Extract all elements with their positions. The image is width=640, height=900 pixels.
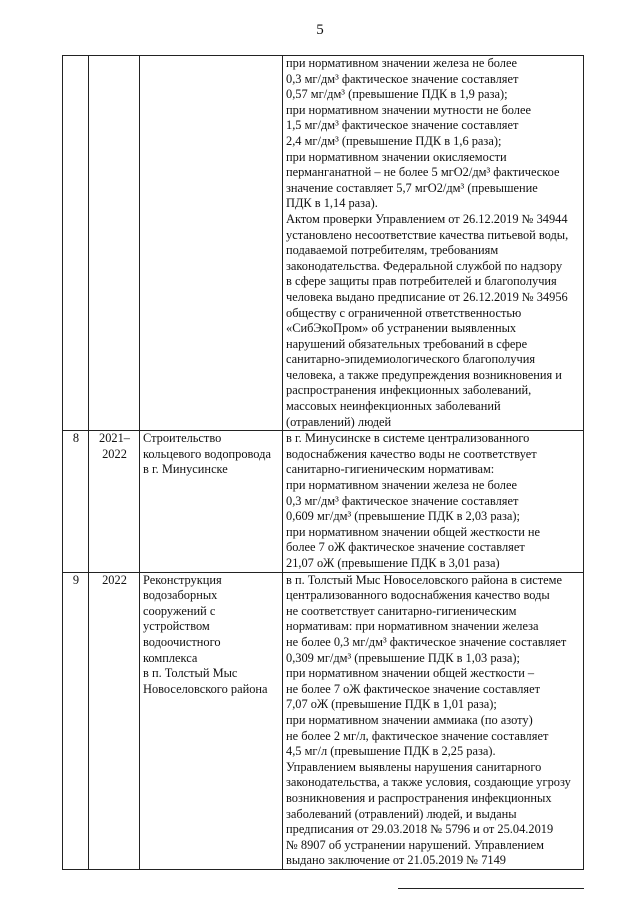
page-number: 5 [316, 22, 324, 38]
table-row [63, 56, 584, 431]
table-row [63, 572, 584, 869]
row-number-cell: 9 [63, 572, 89, 869]
row-number-cell [63, 56, 89, 431]
project-name-cell [140, 56, 283, 431]
years-cell: 2022 [89, 572, 140, 869]
project-name-cell: Реконструкция водозаборных сооружений с устройством водоочистного комплекса в п. Толстый Мыс Новоселовского района [140, 572, 283, 869]
description-cell: в г. Минусинске в системе централизованного водоснабжения качество воды не соответствует санитарно-гигиеническим нормативам: при нормативном значении железа не более 0,3 мг/дм³ фактическое значение составляет 0,609 мг/дм³ (превышение ПДК в 2,03 раза); при нормативном значении общей жесткости не более 7 оЖ фактическое значение составляет 21,07 оЖ (превышение ПДК в 3,01 раза) [283, 431, 584, 572]
years-cell [89, 56, 140, 431]
description-cell: в п. Толстый Мыс Новоселовского района в системе централизованного водоснабжения качество воды не соответствует санитарно-гигиеническим нормативам: при нормативном значении железа не более 0,3 мг/дм³ фактическое значение составляет 0,309 мг/дм³ (превышение ПДК в 1,03 раза); при нормативном значении общей жесткости – не более 7 оЖ фактическое значение составляет 7,07 оЖ (превышение ПДК в 1,01 раза); при нормативном значении аммиака (по азоту) не более 2 мг/л, фактическое значение составляет 4,5 мг/л (превышение ПДК в 2,25 раза). Управлением выявлены нарушения санитарного законодательства, а также условия, создающие угрозу возникновения и распространения инфекционных заболеваний (отравлений) людей, и выданы предписания от 29.03.2018 № 5796 и от 25.04.2019 № 8907 об устранении нарушений. Управлением выдано заключение от 21.05.2019 № 7149 [283, 572, 584, 869]
description-cell: при нормативном значении железа не более 0,3 мг/дм³ фактическое значение составляет 0,57 мг/дм³ (превышение ПДК в 1,9 раза); при нормативном значении мутности не более 1,5 мг/дм³ фактическое значение составляет 2,4 мг/дм³ (превышение ПДК в 1,6 раза); при нормативном значении окисляемости перманганатной – не более 5 мгО2/дм³ фактическое значение составляет 5,7 мгО2/дм³ (превышение ПДК в 1,14 раза). Актом проверки Управлением от 26.12.2019 № 34944 установлено несоответствие качества питьевой воды, подаваемой потребителям, требованиям законодательства. Федеральной службой по надзору в сфере защиты прав потребителей и благополучия человека выдано предписание от 26.12.2019 № 34956 обществу с ограниченной ответственностью «СибЭкоПром» об устранении выявленных нарушений обязательных требований в сфере санитарно-эпидемиологического благополучия человека, а также предупреждения возникновения и распространения инфекционных заболеваний, массовых неинфекционных заболеваний (отравлений) людей [283, 56, 584, 431]
row-number-cell: 8 [63, 431, 89, 572]
projects-table [62, 55, 584, 870]
project-name-cell: Строительство кольцевого водопровода в г. Минусинске [140, 431, 283, 572]
table-row [63, 431, 584, 572]
years-cell: 2021– 2022 [89, 431, 140, 572]
footer-rule [398, 888, 584, 889]
